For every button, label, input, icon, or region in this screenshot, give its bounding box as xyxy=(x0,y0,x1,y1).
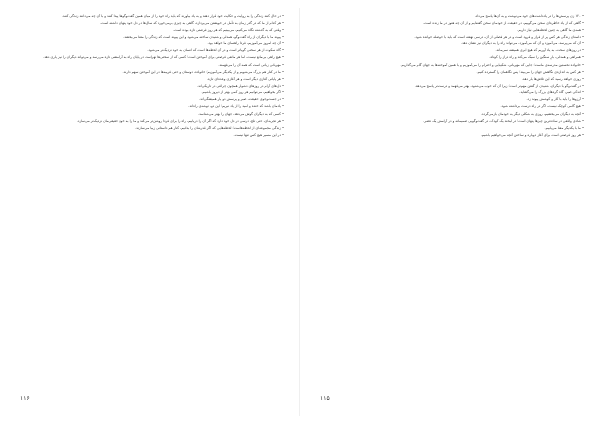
paragraph: • همراهی و همدلی، بارِ سنگین را سبک می‌کند و راه دراز را کوتاه. xyxy=(489,55,584,60)
paragraph: • آنچه به دیگران می‌بخشیم، روزی به شکلی دیگر به خودمان بازمی‌گردد. xyxy=(480,112,584,117)
paragraph: • خانواده نخستین مدرسه‌ی ماست؛ جایی که مهربانی، شکیبایی و احترام را می‌آموزیم و با همین آموخته‌ها به جهان گام می‌گذاریم. xyxy=(400,63,584,68)
paragraph: • در روزهای سخت، به یاد آوریم که هیچ ابری همیشه نمی‌ماند. xyxy=(495,48,584,53)
paragraph: • هیچ راهی بی‌مانع نیست، اما هر مانعی فرصتی برای آموختن است؛ کسی که از سختی‌ها نهراسد، در پایان راه به آرامشی تازه می‌رسد و می‌تواند دیگران را نیز یاری دهد. xyxy=(43,55,284,60)
paragraph: • هر روز فرصتی است برای آغاز دوباره و ساختن آنچه می‌خواهیم باشیم. xyxy=(480,132,584,137)
paragraph: • ما با یکدیگر معنا می‌یابیم. xyxy=(544,125,584,130)
paragraph: • هیچ گامی کوچک نیست، اگر در راه درست برداشته شود. xyxy=(500,104,584,109)
paragraph: • اگر بخواهیم، می‌توانیم هر روز کمی بهتر از دیروز باشیم. xyxy=(201,90,284,95)
paragraph: • روزی خواهد رسید که این تلاش‌ها بار دهد. xyxy=(521,76,584,81)
paragraph: • در گفت‌وگو با دیگران، شنیدن از گفتن مهم‌تر است؛ زیرا آن که خوب می‌شنود، بهتر می‌فهمد و درست‌تر پاسخ می‌دهد. xyxy=(414,83,584,88)
paragraph: • داستان زندگی هر کس پر از فراز و فرود است و در هر فصلی از آن، درسی نهفته است که باید با حوصله خوانده شود. xyxy=(414,34,584,39)
paragraph: • در حال کنند زندگی را به ‌روایت و حکایت خود قرار دهند و به یاد بیاورند که باید راه خود را از میان همین گفت‌وگوها پیدا کنند و با آن چه می‌دانند زندگی کنند. xyxy=(61,14,284,18)
paragraph: • یادمان باشد که خنده و امید را از یاد نبریم؛ این دو، توشه‌ی راه‌اند. xyxy=(188,104,284,109)
paragraph: • هر تجربه‌ای، حتی تلخ، درسی در دل خود دارد که اگر آن را دریابیم، راه را برای فردا روشن‌تر می‌کند و ما را به خودِ حقیقی‌مان نزدیک‌تر می‌سازد. xyxy=(76,119,284,124)
paragraph: • آن چه امروز می‌آموزیم، فردا راهنمای ما خواهد بود. xyxy=(207,41,284,46)
paragraph: • آن که می‌پرسد، می‌آموزد و آن که می‌آموزد، می‌تواند راه را به دیگران نیز نشان دهد. xyxy=(461,41,584,46)
paragraph: • گاهی که از یاد خاطره‌ای سخن می‌گوییم، در حقیقت از خودمان سخن گفته‌ایم و از آن چه هنوز در ما زنده است. xyxy=(423,20,584,25)
paragraph: • در این مسیر هیچ کس تنها نیست. xyxy=(233,132,284,137)
paragraph: • پیوند ما با دیگران از راه گفت‌وگو، همدلی و شنیدن ساخته می‌شود و این پیوند است که زندگی را معنا می‌بخشد. xyxy=(123,34,284,39)
paragraph: • کسی که به دیگران گوش می‌دهد، جهان را بهتر می‌شناسد. xyxy=(198,112,284,117)
paragraph: • هر کس به اندازه‌ی نگاهش جهان را می‌بیند؛ پس نگاهمان را گسترده کنیم. xyxy=(476,69,584,74)
paragraph: • همه‌ی ما گاهی به چنین لحظه‌هایی نیاز داریم. xyxy=(517,27,584,32)
paragraph: • زندگی مجموعه‌ای از لحظه‌هاست؛ لحظه‌هایی که اگر قدرشان را بدانیم، کنار هم داستانی زیبا می‌سازند. xyxy=(135,125,284,130)
paragraph: • مهربانی زبانی است که همه آن را می‌فهمند. xyxy=(218,63,284,68)
paragraph: • گاه سکوت از هر سخنی گویاتر است و در آن لحظه‌ها است که انسان به خود نزدیک‌تر می‌شود. xyxy=(147,48,284,53)
paragraph: • شادی واقعی در ساده‌ترین چیزها پنهان است؛ در لبخند یک کودک، در گفت‌وگویی صمیمانه و در آرامش یک عصر. xyxy=(423,119,584,124)
paragraph: • دل‌های آرام در روزهای دشوار همچون چراغی در تاریکی‌اند. xyxy=(196,83,284,88)
paragraph: • وقتی که به گذشته نگاه می‌کنیم، می‌بینیم که هر روز فرصتی تازه بوده است. xyxy=(173,27,284,32)
paragraph: • اندکی صبر، گاه گره‌های بزرگ را می‌گشاید. xyxy=(519,90,584,95)
paragraph: • ۱۲۰ زن پرسش‌ها را در یادداشت‌های خود می‌نوشت و به آن‌ها پاسخ می‌داد. xyxy=(474,14,584,18)
paragraph: • در جست‌وجوی حقیقت، صبر و پرسش دو یار همیشگی‌اند. xyxy=(199,97,284,102)
paragraph: • هر پایانی آغازی دیگر است و هر آغازی وعده‌ای تازه. xyxy=(206,76,284,81)
paragraph: • ما در کنار هم بزرگ می‌شویم و از یکدیگر می‌آموزیم؛ خانواده، دوستان و حتی غریبه‌ها در این آموختن سهم دارند. xyxy=(122,69,284,74)
left-page-number: ۱۱۶ xyxy=(20,395,30,402)
right-page-text xyxy=(316,14,584,388)
right-page-number: ۱۱۵ xyxy=(320,395,330,402)
left-page-text xyxy=(16,14,284,388)
paragraph: • آرزوها را باید با کار و کوشش پیوند زد. xyxy=(526,97,584,102)
paragraph: • هر کدام از ما که در گذر زمان به تأمل در خویشتن می‌پردازد، گاهی به چیزی برمی‌خورد که سال‌ها در دل خود پنهان داشته است. xyxy=(100,20,284,25)
right-page xyxy=(300,0,600,424)
